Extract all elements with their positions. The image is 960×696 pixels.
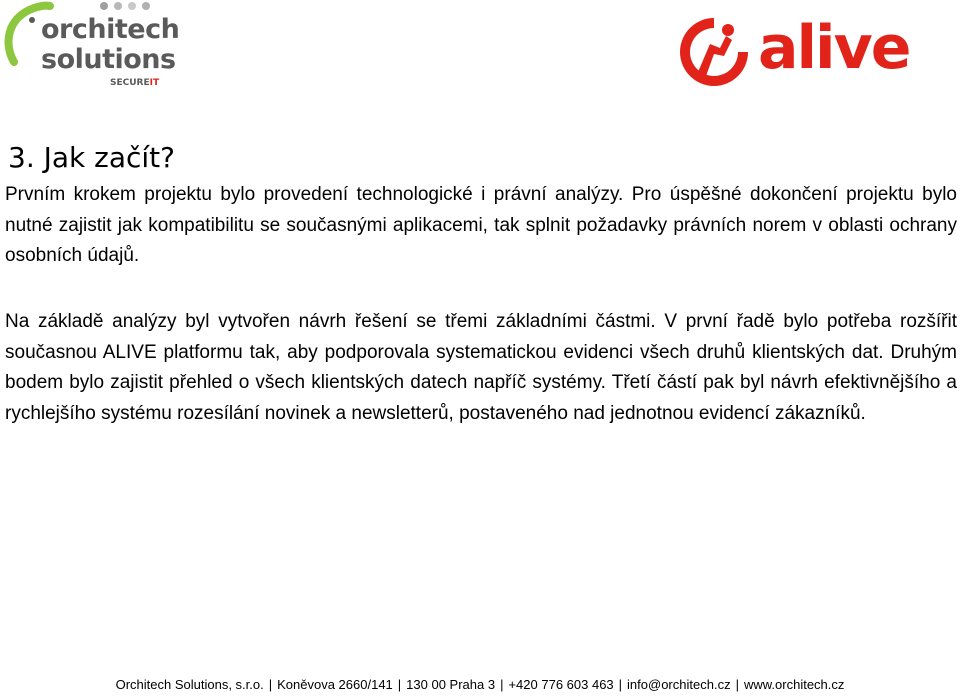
- paragraph-solution-design: Na základě analýzy byl vytvořen návrh řešení se třemi základními částmi. V první řadě bylo potřeba rozšířit současnou ALIVE platformu tak, aby podporovala systematickou evidenci všech druhů klientských dat. Druhým bodem bylo zajistit přehled o všech klientských datech napříč systémy. Třetí částí pak byl návrh efektivnějšího a rychlejšího systému rozesílání novinek a newsletterů, postaveného nad jednotnou evidencí zákazníků.: [5, 311, 957, 424]
- orchitech-dots-icon: [98, 0, 158, 12]
- section-heading: 3. Jak začít?: [8, 141, 176, 174]
- orchitech-logo-it: IT: [149, 78, 160, 88]
- footer-website[interactable]: www.orchitech.cz: [743, 677, 845, 692]
- footer-email[interactable]: info@orchitech.cz: [627, 677, 731, 692]
- orchitech-logo-secure: SECURE: [110, 78, 150, 88]
- footer-street: Koněvova 2660/141: [277, 677, 393, 692]
- alive-logo-wordmark: alive: [758, 13, 910, 83]
- orchitech-logo-line1: orchitech: [41, 14, 180, 45]
- orchitech-logo-line2: solutions: [41, 44, 176, 75]
- paragraph-technology-analysis: Prvním krokem projektu bylo provedení technologické i právní analýzy. Pro úspěšné dokončení projektu bylo nutné zajistit jak kompatibilitu se současnými aplikacemi, tak splnit požadavky právních norem v oblasti ochrany osobních údajů.: [5, 184, 957, 266]
- alive-emblem-icon: [676, 14, 752, 90]
- footer-contact: Orchitech Solutions, s.r.o. | Koněvova 2660/141 | 130 00 Praha 3 | +420 776 603 463 | info@orchitech.cz | www.orchitech.cz: [115, 677, 845, 692]
- footer-phone: +420 776 603 463: [508, 677, 614, 692]
- orchitech-logo: [4, 0, 180, 95]
- alive-logo: [676, 13, 910, 90]
- footer-city: 130 00 Praha 3: [406, 677, 496, 692]
- footer-company: Orchitech Solutions, s.r.o.: [115, 677, 264, 692]
- orchitech-logo-tagline: [110, 78, 159, 88]
